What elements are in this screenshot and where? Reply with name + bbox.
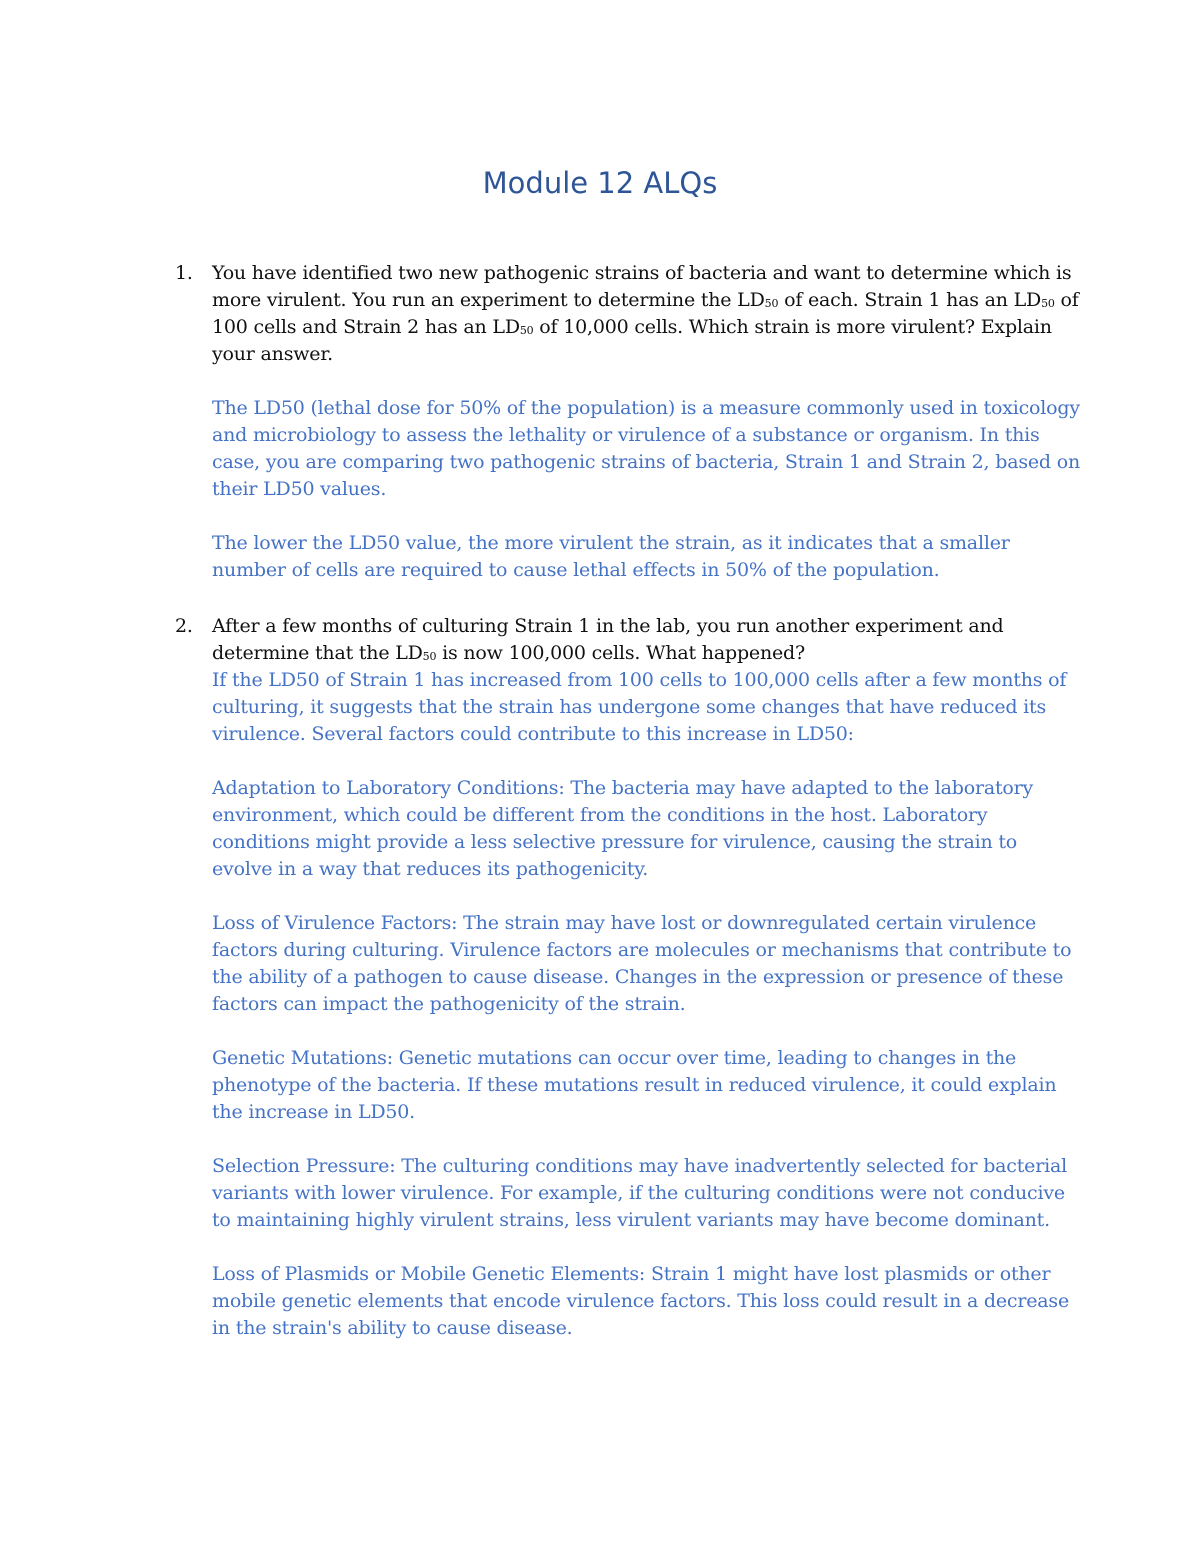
question-1-number: 1. [175,262,193,284]
answer-2-factor-plasmids: Loss of Plasmids or Mobile Genetic Elements: Strain 1 might have lost plasmids or other mobile genetic elements that encode virulence factors. This loss could result in a decrease in the strain's ability to cause disease. [212,1263,1070,1339]
question-1-text-a: You have identified two new pathogenic strains of bacteria and want to determine which is more virulent. You run an experiment to determine the LD [212,262,1072,311]
question-2 [175,613,1082,1342]
answer-1-paragraph-2: The lower the LD50 value, the more virulent the strain, as it indicates that a smaller number of cells are required to cause lethal effects in 50% of the population. [212,532,1010,581]
answer-2-intro: If the LD50 of Strain 1 has increased from 100 cells to 100,000 cells after a few months of culturing, it suggests that the strain has undergone some changes that have reduced its virulence. Several factors could contribute to this increase in LD50: [212,669,1067,745]
answer-2-factor-virulence-loss: Loss of Virulence Factors: The strain may have lost or downregulated certain virulence factors during culturing. Virulence factors are molecules or mechanisms that contribute to the ability of a pathogen to cause disease. Changes in the expression or presence of these factors can impact the pathogenicity of the strain. [212,912,1072,1015]
question-2-text-a: After a few months of culturing Strain 1 in the lab, you run another experiment and determine that the LD [212,615,1004,664]
question-1-text-c: of 100 cells and Strain 2 has an LD [212,289,1079,338]
answer-2-factor-mutations: Genetic Mutations: Genetic mutations can occur over time, leading to changes in the phenotype of the bacteria. If these mutations result in reduced virulence, it could explain the increase in LD50. [212,1047,1057,1123]
question-2-text-b: is now 100,000 cells. What happened? [436,642,805,664]
ld-subscript: 50 [1041,297,1055,310]
question-1-text-d: of 10,000 cells. Which strain is more virulent? Explain your answer. [212,316,1052,365]
answer-1-paragraph-1: The LD50 (lethal dose for 50% of the population) is a measure commonly used in toxicology and microbiology to assess the lethality or virulence of a substance or organism. In this case, you are comparing two pathogenic strains of bacteria, Strain 1 and Strain 2, based on their LD50 values. [212,397,1080,500]
page-title: Module 12 ALQs [482,166,718,200]
answer-2-factor-selection: Selection Pressure: The culturing conditions may have inadvertently selected for bacterial variants with lower virulence. For example, if the culturing conditions were not conducive to maintaining highly virulent strains, less virulent variants may have become dominant. [212,1155,1067,1231]
question-1-text-b: of each. Strain 1 has an LD [778,289,1042,311]
question-1-text [212,260,1082,368]
answer-2-factor-adaptation: Adaptation to Laboratory Conditions: The bacteria may have adapted to the laboratory environment, which could be different from the conditions in the host. Laboratory conditions might provide a less selective pressure for virulence, causing the strain to evolve in a way that reduces its pathogenicity. [212,777,1034,880]
question-2-number: 2. [175,615,193,637]
question-2-text [212,613,1082,667]
ld-subscript: 50 [519,324,534,337]
ld-subscript: 50 [422,650,437,663]
question-1 [175,260,1082,584]
ld-subscript: 50 [764,297,779,310]
